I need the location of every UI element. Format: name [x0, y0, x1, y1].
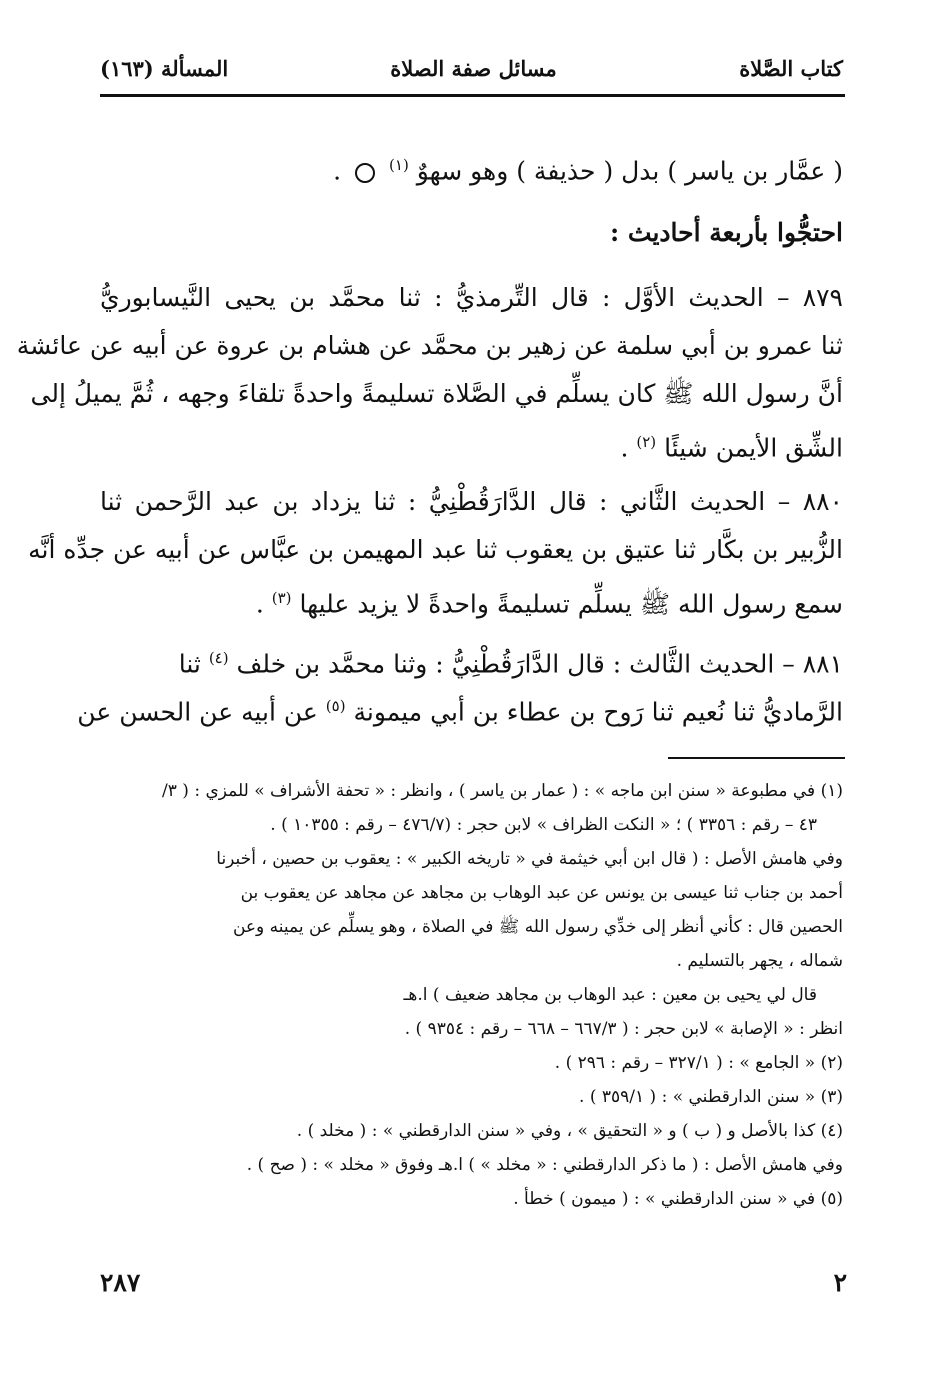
body-line-1 [100, 145, 843, 191]
hadith-879-line-3: أنَّ رسول الله ﷺ كان يسلِّم في الصَّلاة تسليمةً واحدةً تلقاءَ وجهه ، ثُمَّ يميلُ إلى [30, 379, 843, 408]
footnote-1-line-1: (١) في مطبوعة « سنن ابن ماجه » : ( عمار بن ياسر ) ، وانظر : « تحفة الأشراف » للمزي : ( ٣/ [162, 781, 843, 801]
footnote-1-line-6: شماله ، يجهر بالتسليم . [676, 951, 843, 971]
running-header-chapter: مسائل صفة الصلاة [390, 56, 557, 81]
footnote-1-line-7: قال لي يحيى بن معين : عبد الوهاب بن مجاهد ضعيف ) ا.هـ [403, 985, 817, 1005]
hadith-879-line-4 [100, 422, 843, 468]
header-rule [100, 94, 845, 97]
hadith-881-line-2 [77, 686, 843, 732]
section-heading: احتجُّوا بأربعة أحاديث : [609, 218, 843, 247]
footnote-3: (٣) « سنن الدارقطني » : ( ٣٥٩/١ ) . [579, 1087, 843, 1107]
hadith-881-line-1-text: ٨٨١ – الحديث الثَّالث : قال الدَّارَقُطْنِيُّ : وثنا محمَّد بن خلف [236, 649, 843, 679]
hadith-880-line-3-text: سمع رسول الله ﷺ يسلِّم تسليمةً واحدةً لا يزيد عليها [299, 589, 843, 619]
hadith-880-line-3 [100, 578, 843, 624]
body-line-1-text: ( عمَّار بن ياسر ) بدل ( حذيفة ) وهو سهوٌ [416, 156, 843, 186]
footnote-4-line-1: (٤) كذا بالأصل و ( ب ) و « التحقيق » ، وفي « سنن الدارقطني » : ( مخلد ) . [296, 1121, 843, 1141]
footnote-1-line-5: الحصين قال : كأني أنظر إلى خدِّي رسول الله ﷺ في الصلاة ، وهو يسلِّم عن يمينه وعن [232, 917, 843, 937]
footnote-ref-2: (٢) [636, 433, 657, 451]
hadith-879-line-2: ثنا عمرو بن أبي سلمة عن زهير بن محمَّد عن هشام بن عروة عن أبيه عن عائشة [16, 331, 843, 360]
footnote-ref-3: (٣) [271, 589, 292, 607]
end-of-section-circle-icon [355, 163, 375, 183]
hadith-880-end: . [255, 589, 264, 619]
hadith-881-line-1-end: ثنا [178, 649, 201, 679]
hadith-880-line-1: ٨٨٠ – الحديث الثَّاني : قال الدَّارَقُطْنِيُّ : ثنا يزداد بن عبد الرَّحمن ثنا [100, 487, 843, 516]
footnote-5: (٥) في « سنن الدارقطني » : ( ميمون ) خطأ . [513, 1189, 843, 1209]
hadith-879-end: . [620, 433, 629, 463]
hadith-881-line-2-end: عن أبيه عن الحسن عن [77, 697, 318, 727]
page-number: ٢٨٧ [100, 1268, 141, 1297]
footnote-1-line-3: وفي هامش الأصل : ( قال ابن أبي خيثمة في « تاريخه الكبير » : يعقوب بن حصين ، أخبرنا [216, 849, 843, 869]
body-line-1-end: . [333, 156, 342, 186]
hadith-879-line-1: ٨٧٩ – الحديث الأوَّل : قال التِّرمذيُّ : ثنا محمَّد بن يحيى النَّيسابوريُّ [100, 283, 843, 312]
footnote-2: (٢) « الجامع » : ( ٣٢٧/١ – رقم : ٢٩٦ ) . [554, 1053, 843, 1073]
running-header-book-title: كتاب الصَّلاة [739, 56, 843, 81]
hadith-881-line-1 [100, 638, 843, 684]
running-header-issue: المسألة (١٦٣) [100, 56, 229, 81]
footnote-1-line-2: ٤٣ – رقم : ٣٣٥٦ ) ؛ « النكت الظراف » لابن حجر : (٤٧٦/٧ – رقم : ١٠٣٥٥ ) . [270, 815, 817, 835]
hadith-881-line-2-text: الرَّماديُّ ثنا نُعيم ثنا رَوح بن عطاء بن أبي ميمونة [353, 697, 843, 727]
footnote-ref-1: (١) [389, 156, 409, 174]
hadith-880-line-2: الزُّبير بن بكَّار ثنا عتيق بن يعقوب ثنا عبد المهيمن بن عبَّاس عن أبيه عن جدِّه أنَّه [28, 535, 843, 564]
footnote-ref-5: (٥) [325, 697, 346, 715]
signature-number: ٢ [833, 1268, 847, 1297]
hadith-879-line-4-text: الشِّق الأيمن شيئًا [664, 433, 843, 463]
footnote-ref-4: (٤) [208, 649, 229, 667]
footnote-1-line-4: أحمد بن جناب ثنا عيسى بن يونس عن عبد الوهاب بن مجاهد عن مجاهد عن يعقوب بن [240, 883, 843, 903]
footnote-1-line-8: انظر : « الإصابة » لابن حجر : ( ٦٦٧/٣ – ٦٦٨ – رقم : ٩٣٥٤ ) . [404, 1019, 843, 1039]
footnote-4-line-2: وفي هامش الأصل : ( ما ذكر الدارقطني : « مخلد » ) ا.هـ وفوق « مخلد » : ( صح ) . [246, 1155, 843, 1175]
footnote-separator [668, 757, 845, 759]
